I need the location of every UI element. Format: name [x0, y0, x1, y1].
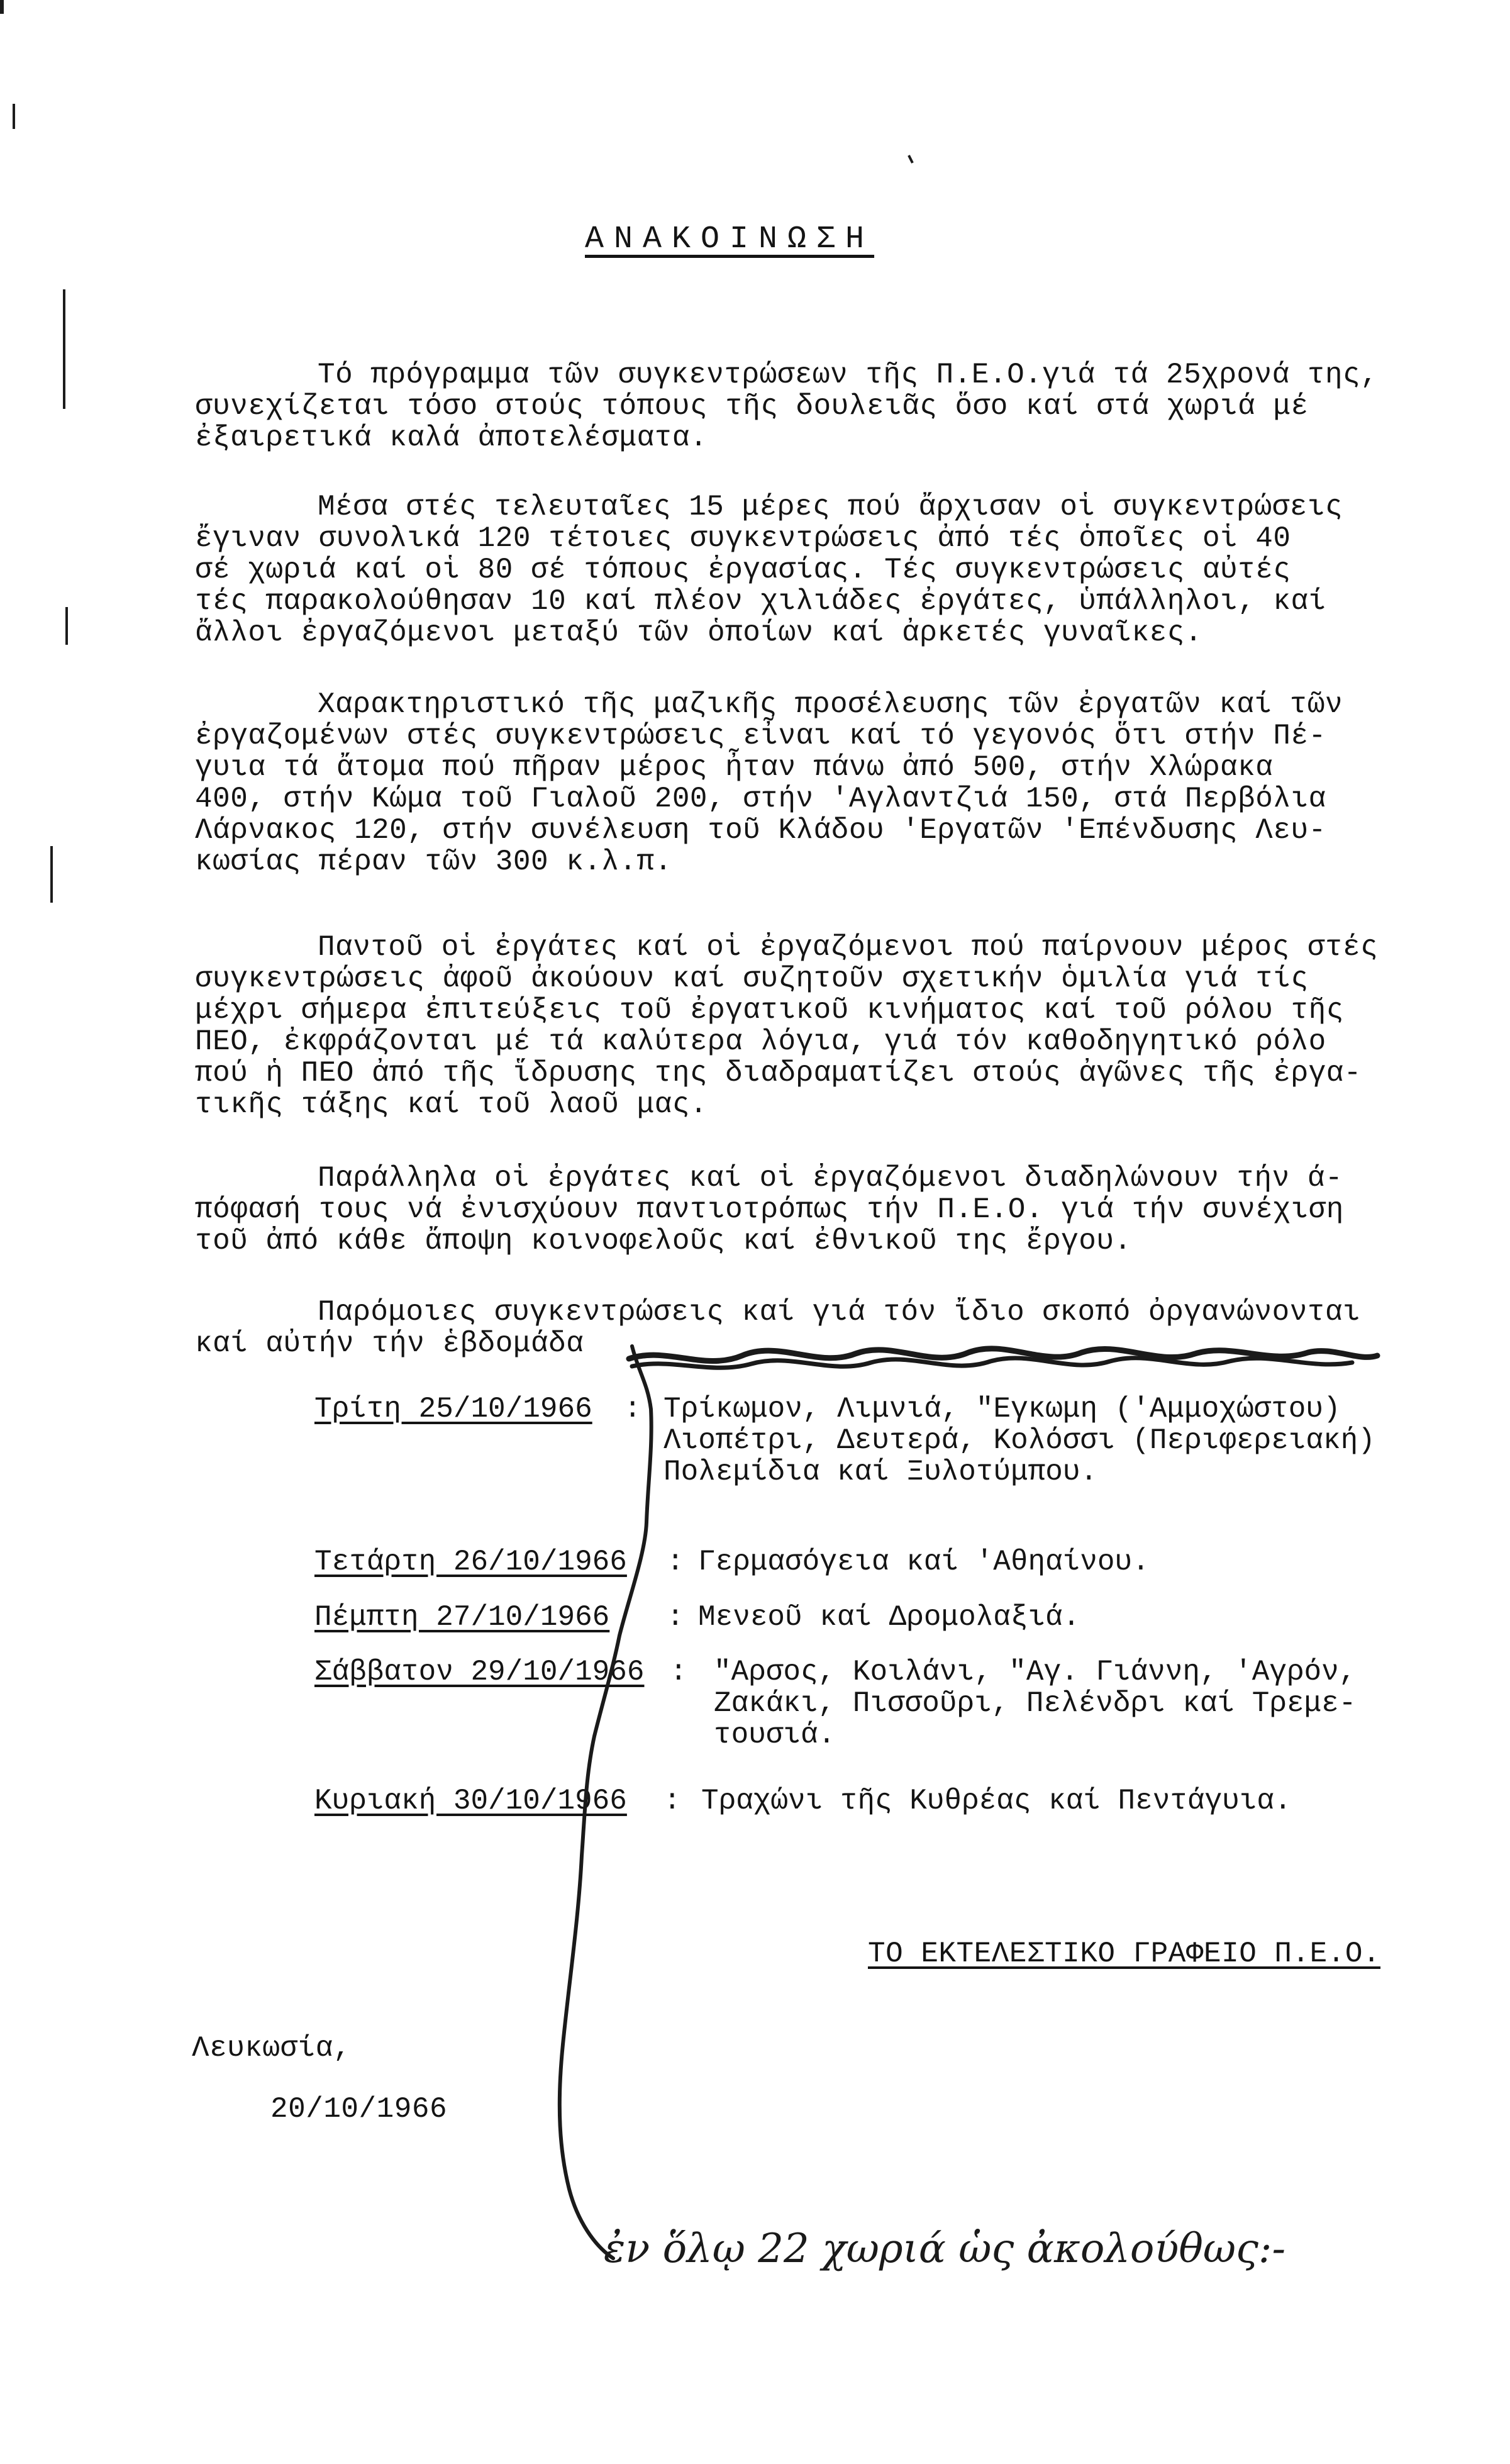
body-text-line: Λάρνακος 120, στήν συνέλευση τοῦ Κλάδου 'Εργατῶν 'Επένδυσης Λευ- [195, 814, 1326, 847]
schedule-date: Τρίτη 25/10/1966 [314, 1393, 592, 1425]
body-text-line: γυια τά ἄτομα πού πῆραν μέρος ἦταν πάνω ἀπό 500, στήν Χλώρακα [195, 751, 1274, 784]
schedule-places: Τραχώνι τῆς Κυθρέας καί Πεντάγυια. [701, 1785, 1292, 1817]
body-text-line: πού ἡ ΠΕΟ ἀπό τῆς ἵδρυσης της διαδραματίζει στούς ἀγῶνες τῆς ἐργα- [195, 1057, 1362, 1090]
schedule-places: Πολεμίδια καί Ξυλοτύμπου. [663, 1456, 1098, 1488]
body-text-line: ἐξαιρετικά καλά ἀποτελέσματα. [195, 421, 708, 454]
schedule-colon: : [667, 1601, 684, 1634]
body-text-line: Παρόμοιες συγκεντρώσεις καί γιά τόν ἴδιο σκοπό ὀργανώνονται [318, 1296, 1361, 1329]
body-text-line: Μέσα στές τελευταῖες 15 μέρες πού ἄρχισαν οἱ συγκεντρώσεις [318, 491, 1343, 523]
body-text-line: συνεχίζεται τόσο στούς τόπους τῆς δουλειᾶς ὅσο καί στά χωριά μέ [195, 390, 1309, 423]
body-text-line: σέ χωριά καί οἱ 80 σέ τόπους ἐργασίας. Τές συγκεντρώσεις αὐτές [195, 554, 1291, 586]
schedule-date: Κυριακή 30/10/1966 [314, 1785, 627, 1817]
schedule-places: Γερμασόγεια καί 'Αθηαίνου. [698, 1546, 1150, 1578]
schedule-colon: : [663, 1785, 681, 1817]
body-text-line: τικῆς τάξης καί τοῦ λαοῦ μας. [195, 1088, 708, 1121]
body-text-line: συγκεντρώσεις ἀφοῦ ἀκούουν καί συζητοῦν σχετικήν ὁμιλία γιά τίς [195, 962, 1309, 995]
body-text-line: πόφασή τους νά ἐνισχύουν παντιοτρόπως τήν Π.Ε.Ο. γιά τήν συνέχιση [195, 1193, 1344, 1226]
scribble-strikeout [632, 1358, 1352, 1368]
schedule-places: Μενεοῦ καί Δρομολαξιά. [698, 1601, 1080, 1634]
body-text-line: Τό πρόγραμμα τῶν συγκεντρώσεων τῆς Π.Ε.Ο.γιά τά 25χρονά της, [318, 359, 1379, 391]
schedule-date: Τετάρτη 26/10/1966 [314, 1546, 627, 1578]
body-text-line: 400, στήν Κώμα τοῦ Γιαλοῦ 200, στήν 'Αγλαντζιά 150, στά Περβόλια [195, 783, 1326, 815]
body-text-line: Χαρακτηριστικό τῆς μαζικῆς προσέλευσης τῶν ἐργατῶν καί τῶν [318, 688, 1343, 721]
schedule-places: "Αρσος, Κοιλάνι, "Αγ. Γιάννη, 'Αγρόν, [714, 1656, 1357, 1688]
schedule-places: Τρίκωμον, Λιμνιά, "Εγκωμη ('Αμμοχώστου) [663, 1393, 1341, 1425]
schedule-colon: : [670, 1656, 687, 1688]
signature: ΤΟ ΕΚΤΕΛΕΣΤΙΚΟ ΓΡΑΦΕΙΟ Π.Ε.Ο. [868, 1937, 1381, 1970]
handwritten-note: ἐν ὅλῳ 22 χωριά ὡς ἀκολούθως:- [604, 2226, 1286, 2272]
body-text-line: ἄλλοι ἐργαζόμενοι μεταξύ τῶν ὁποίων καί ἀρκετές γυναῖκες. [195, 616, 1202, 649]
schedule-date: Σάββατον 29/10/1966 [314, 1656, 645, 1688]
body-text-line: ἔγιναν συνολικά 120 τέτοιες συγκεντρώσεις ἀπό τές ὁποῖες οἱ 40 [195, 522, 1291, 555]
schedule-places: Λιοπέτρι, Δευτερά, Κολόσσι (Περιφερειακή) [663, 1424, 1375, 1457]
small-tick-mark [909, 155, 913, 163]
body-text-line: μέχρι σήμερα ἐπιτεύξεις τοῦ ἐργατικοῦ κινήματος καί τοῦ ρόλου τῆς [195, 994, 1344, 1027]
page-title: ΑΝΑΚΟΙΝΩΣΗ [585, 221, 875, 257]
schedule-colon: : [667, 1546, 684, 1578]
body-text-line: τές παρακολούθησαν 10 καί πλέον χιλιάδες ἐργάτες, ὑπάλληλοι, καί [195, 585, 1326, 618]
document-date: 20/10/1966 [270, 2093, 448, 2126]
schedule-places: τουσιά. [714, 1719, 836, 1751]
body-text-line: ἐργαζομένων στές συγκεντρώσεις εἶναι καί τό γεγονός ὅτι στήν Πέ- [195, 720, 1326, 752]
body-text-line: ΠΕΟ, ἐκφράζονται μέ τά καλύτερα λόγια, γιά τόν καθοδηγητικό ρόλο [195, 1025, 1326, 1058]
body-text-line: κωσίας πέραν τῶν 300 κ.λ.π. [195, 845, 672, 878]
body-text-line: καί αὐτήν τήν ἑβδομάδα [195, 1327, 584, 1360]
body-text-line: Παράλληλα οἱ ἐργάτες καί οἱ ἐργαζόμενοι διαδηλώνουν τήν ά- [318, 1162, 1343, 1195]
body-text-line: τοῦ ἀπό κάθε ἄποψη κοινοφελοῦς καί ἐθνικοῦ της ἔργου. [195, 1225, 1132, 1257]
schedule-colon: : [624, 1393, 641, 1425]
body-text-line: Παντοῦ οἱ ἐργάτες καί οἱ ἐργαζόμενοι πού παίρνουν μέρος στές [318, 931, 1379, 964]
place-label: Λευκωσία, [192, 2032, 351, 2065]
hand-drawn-bracket-line [560, 1346, 652, 2258]
schedule-date: Πέμπτη 27/10/1966 [314, 1601, 610, 1634]
schedule-places: Ζακάκι, Πισσοῦρι, Πελένδρι καί Τρεμε- [714, 1687, 1357, 1720]
